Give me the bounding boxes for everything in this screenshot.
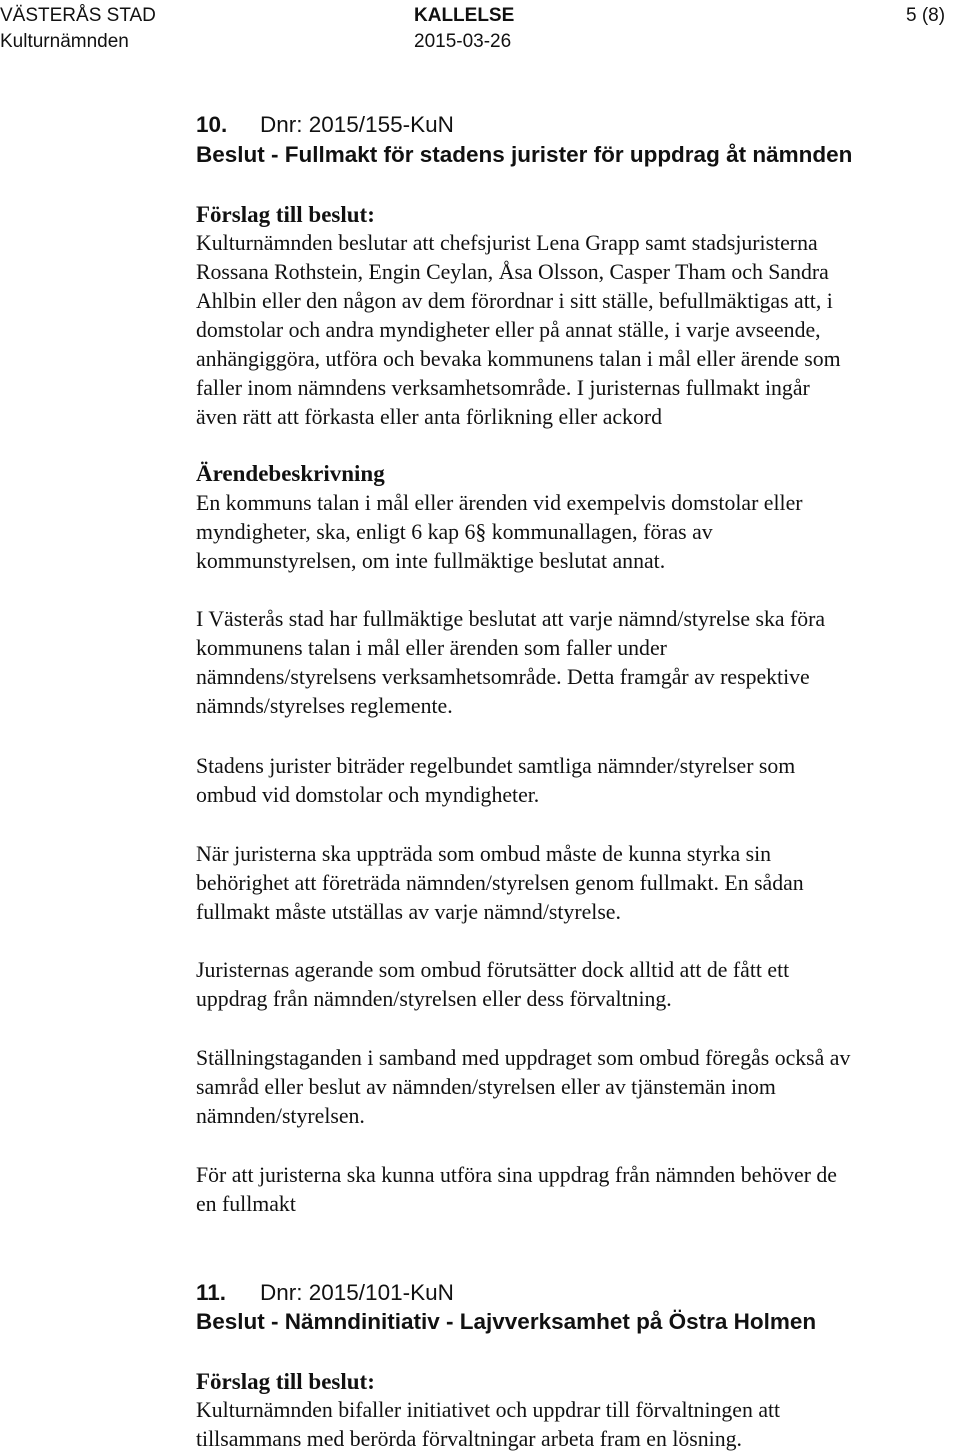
text-line: Kulturnämnden bifaller initiativet och uppdrar till förvaltningen att <box>196 1398 781 1422</box>
header-department: Kulturnämnden <box>0 31 129 52</box>
text-line: tillsammans med berörda förvaltningar arbeta fram en lösning. <box>196 1427 742 1451</box>
description-paragraph <box>196 956 960 1014</box>
proposal-text <box>196 1396 960 1454</box>
agenda-item-dnr: Dnr: 2015/101-KuN <box>260 1280 454 1305</box>
proposal-heading: Förslag till beslut: <box>196 1369 375 1394</box>
text-line: kommunstyrelsen, om inte fullmäktige beslutat annat. <box>196 549 666 573</box>
header-doc-type: KALLELSE <box>414 5 515 26</box>
text-line: En kommuns talan i mål eller ärenden vid exempelvis domstolar eller <box>196 491 803 515</box>
text-line: Stadens jurister biträder regelbundet samtliga nämnder/styrelser som <box>196 754 796 778</box>
text-line: nämnden/styrelsen. <box>196 1104 365 1128</box>
text-line: myndigheter, ska, enligt 6 kap 6§ kommunallagen, föras av <box>196 520 713 544</box>
description-paragraph <box>196 1161 960 1219</box>
text-line: När juristerna ska uppträda som ombud måste de kunna styrka sin <box>196 842 772 866</box>
text-line: behörighet att företräda nämnden/styrelsen genom fullmakt. En sådan <box>196 871 804 895</box>
agenda-item-title: Beslut - Fullmakt för stadens jurister för uppdrag åt nämnden <box>196 142 853 167</box>
text-line: uppdrag från nämnden/styrelsen eller dess förvaltning. <box>196 987 672 1011</box>
agenda-item-title: Beslut - Nämndinitiativ - Lajvverksamhet på Östra Holmen <box>196 1309 817 1334</box>
text-line: Kulturnämnden beslutar att chefsjurist Lena Grapp samt stadsjuristerna <box>196 231 818 255</box>
description-paragraph <box>196 1044 960 1131</box>
text-line: domstolar och andra myndigheter eller på annat ställe, i varje avseende, <box>196 318 821 342</box>
description-paragraph <box>196 752 960 810</box>
text-line: även rätt att förkasta eller anta förlikning eller ackord <box>196 405 662 429</box>
agenda-item-10-header <box>196 111 454 139</box>
text-line: Rossana Rothstein, Engin Ceylan, Åsa Olsson, Casper Tham och Sandra <box>196 260 829 284</box>
header-date: 2015-03-26 <box>414 31 512 52</box>
proposal-text <box>196 229 960 432</box>
text-line: samråd eller beslut av nämnden/styrelsen eller av tjänstemän inom <box>196 1075 776 1099</box>
text-line: nämndens/styrelsens verksamhetsområde. Detta framgår av respektive <box>196 665 810 689</box>
text-line: Ahlbin eller den någon av dem förordnar i sitt ställe, befullmäktigas att, i <box>196 289 833 313</box>
text-line: nämnds/styrelses reglemente. <box>196 694 453 718</box>
text-line: kommunens talan i mål eller ärenden som faller under <box>196 636 667 660</box>
description-paragraph <box>196 605 960 721</box>
text-line: Juristernas agerande som ombud förutsätter dock alltid att de fått ett <box>196 958 790 982</box>
description-paragraph <box>196 840 960 927</box>
description-heading: Ärendebeskrivning <box>196 461 385 486</box>
text-line: ombud vid domstolar och myndigheter. <box>196 783 540 807</box>
agenda-item-dnr: Dnr: 2015/155-KuN <box>260 112 454 137</box>
proposal-heading: Förslag till beslut: <box>196 202 375 227</box>
agenda-item-number: 11. <box>196 1280 227 1305</box>
text-line: anhängiggöra, utföra och bevaka kommunens talan i mål eller ärende som <box>196 347 841 371</box>
agenda-item-11-header <box>196 1279 454 1307</box>
text-line: en fullmakt <box>196 1192 296 1216</box>
header-city: VÄSTERÅS STAD <box>0 5 156 26</box>
agenda-item-number: 10. <box>196 112 228 137</box>
description-paragraph <box>196 489 960 576</box>
text-line: faller inom nämndens verksamhetsområde. I juristernas fullmakt ingår <box>196 376 810 400</box>
text-line: För att juristerna ska kunna utföra sina uppdrag från nämnden behöver de <box>196 1163 837 1187</box>
text-line: I Västerås stad har fullmäktige beslutat att varje nämnd/styrelse ska föra <box>196 607 826 631</box>
text-line: fullmakt måste utställas av varje nämnd/styrelse. <box>196 900 621 924</box>
text-line: Ställningstaganden i samband med uppdraget som ombud föregås också av <box>196 1046 851 1070</box>
header-page-number: 5 (8) <box>906 5 946 26</box>
